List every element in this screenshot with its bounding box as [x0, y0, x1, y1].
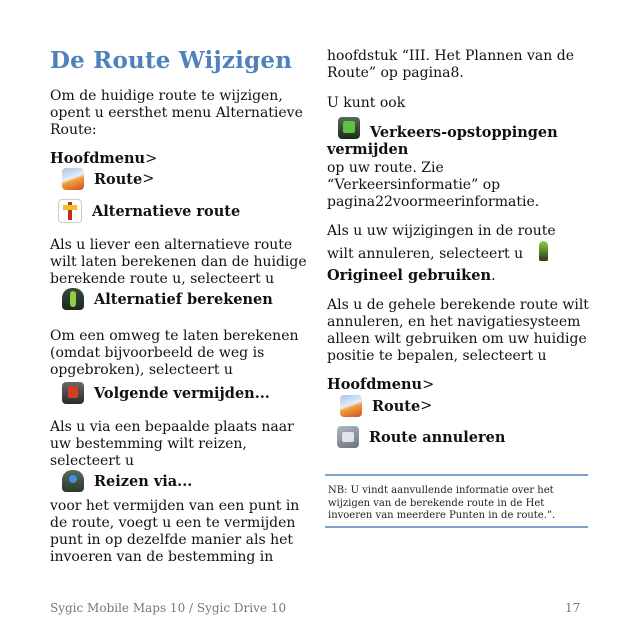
footer-product: Sygic Mobile Maps 10 / Sygic Drive 10: [50, 601, 287, 615]
menu-item-cancel-route[interactable]: [337, 426, 505, 448]
menu-path-route-left[interactable]: [62, 168, 154, 190]
page-number: 17: [565, 601, 581, 615]
menu-item-alternative-route[interactable]: [58, 199, 240, 223]
route-icon: [62, 168, 84, 190]
alternative-calc-icon: [62, 288, 84, 310]
traffic-avoid-label-1: Verkeers-opstoppingen: [370, 124, 558, 141]
route-icon: [340, 395, 362, 417]
route-label: Route: [372, 397, 421, 415]
arrow: >: [142, 171, 155, 187]
menu-item-alternative-calc[interactable]: [62, 288, 273, 310]
menu-item-traffic-avoid[interactable]: [338, 114, 558, 141]
period: .: [490, 267, 496, 284]
alternative-paragraph: Als u liever een alternatieve route wilt laten berekenen dan de huidige berekende route u, selecteert u: [50, 237, 307, 287]
detour-paragraph: Om een omweg te laten berekenen (omdat bijvoorbeeld de weg is opgebroken), selecteert u: [50, 328, 299, 378]
avoid-next-icon: [62, 382, 84, 404]
main-menu-label: Hoofdmenu: [327, 376, 423, 393]
alternative-route-icon: [58, 199, 82, 223]
traffic-paragraph: op uw route. Zie “Verkeersinformatie” op pagina22voormeerinformatie.: [327, 160, 540, 210]
avoid-next-label: Volgende vermijden...: [94, 384, 270, 402]
cancel-changes-paragraph: [327, 223, 582, 263]
original-route-icon[interactable]: [532, 240, 554, 262]
cancel-route-icon: [337, 426, 359, 448]
menu-path-main-right: [327, 376, 434, 393]
main-menu-label: Hoofdmenu: [50, 150, 146, 167]
page-title: De Route Wijzigen: [50, 47, 293, 74]
intro-paragraph: Om de huidige route te wijzigen, opent u eersthet menu Alternatieve Route:: [50, 88, 303, 138]
route-label: Route: [94, 170, 143, 188]
menu-path-route-right[interactable]: [340, 395, 432, 417]
alternative-calc-label: Alternatief berekenen: [94, 290, 273, 308]
chapter-reference-paragraph: hoofdstuk “III. Het Plannen van de Route” op pagina8.: [327, 48, 574, 81]
menu-item-original-route[interactable]: [327, 267, 496, 284]
travel-via-label: Reizen via...: [94, 472, 193, 490]
traffic-avoid-label-line2: [327, 141, 408, 158]
menu-path-main-left: [50, 150, 157, 167]
via-paragraph: Als u via een bepaalde plaats naar uw bestemming wilt reizen, selecteert u: [50, 419, 294, 469]
cancel-changes-text: Als u uw wijzigingen in de route wilt annuleren, selecteert u: [327, 223, 556, 262]
cancel-route-paragraph: Als u de gehele berekende route wilt annuleren, en het navigatiesysteem alleen wilt gebruiken om uw huidige positie te bepalen, selecteert u: [327, 297, 589, 364]
note-box: NB: U vindt aanvullende informatie over het wijzigen van de berekende route in de Het invoeren van meerdere Punten in de route.”.: [325, 474, 588, 528]
traffic-avoid-icon: [338, 117, 360, 139]
traffic-avoid-label-2: vermijden: [327, 141, 409, 158]
menu-item-travel-via[interactable]: [62, 470, 192, 492]
arrow: >: [145, 150, 158, 167]
alternative-route-label: Alternatieve route: [92, 202, 241, 220]
travel-via-icon: [62, 470, 84, 492]
via-continued-paragraph: voor het vermijden van een punt in de route, voegt u een te vermijden punt in op dezelfde manier als het invoeren van de bestemming in: [50, 498, 300, 565]
arrow: >: [420, 398, 433, 414]
menu-item-avoid-next[interactable]: [62, 382, 270, 404]
can-also-paragraph: U kunt ook: [327, 95, 406, 111]
cancel-route-label: Route annuleren: [369, 428, 506, 446]
original-route-label: Origineel gebruiken: [327, 267, 491, 284]
arrow: >: [422, 376, 435, 393]
